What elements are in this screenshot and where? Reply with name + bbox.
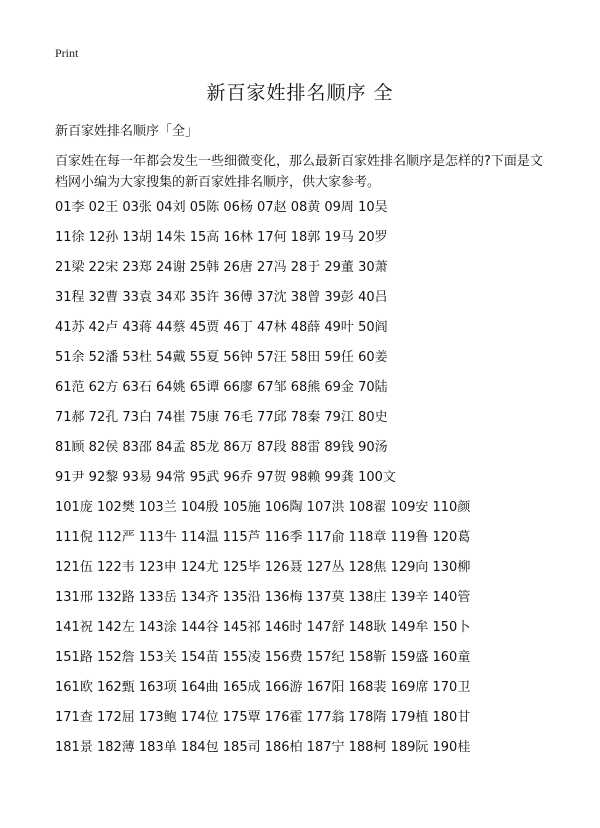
surname-row: 71郝 72孔 73白 74崔 75康 76毛 77邱 78秦 79江 80史 <box>55 410 388 425</box>
surname-row: 81顾 82侯 83邵 84孟 85龙 86万 87段 88雷 89钱 90汤 <box>55 440 388 455</box>
surname-row: 161欧 162甄 163项 164曲 165成 166游 167阳 168裴 169席 170卫 <box>55 680 471 695</box>
surname-ranking-list <box>55 197 575 767</box>
surname-row: 51余 52潘 53杜 54戴 55夏 56钟 57汪 58田 59任 60姜 <box>55 350 388 365</box>
surname-row: 01李 02王 03张 04刘 05陈 06杨 07赵 08黄 09周 10吴 <box>55 200 388 215</box>
surname-row: 121伍 122韦 123申 124尤 125毕 126聂 127丛 128焦 129向 130柳 <box>55 560 471 575</box>
surname-row: 31程 32曹 33袁 34邓 35许 36傅 37沈 38曾 39彭 40吕 <box>55 290 388 305</box>
surname-row: 151路 152詹 153关 154苗 155凌 156费 157纪 158靳 159盛 160童 <box>55 650 471 665</box>
surname-row: 111倪 112严 113牛 114温 115芦 116季 117俞 118章 119鲁 120葛 <box>55 530 471 545</box>
surname-row: 61范 62方 63石 64姚 65谭 66廖 67邹 68熊 69金 70陆 <box>55 380 388 395</box>
surname-row: 11徐 12孙 13胡 14朱 15高 16林 17何 18郭 19马 20罗 <box>55 230 388 245</box>
surname-row: 181景 182薄 183单 184包 185司 186柏 187宁 188柯 189阮 190桂 <box>55 740 471 755</box>
surname-row: 131邢 132路 133岳 134齐 135沿 136梅 137莫 138庄 139辛 140管 <box>55 590 471 605</box>
document-subtitle: 新百家姓排名顺序「全」 <box>55 124 199 139</box>
surname-row: 41苏 42卢 43蒋 44蔡 45贾 46丁 47林 48薛 49叶 50阎 <box>55 320 388 335</box>
print-label: Print <box>55 46 79 60</box>
surname-row: 171查 172屈 173鲍 174位 175覃 176霍 177翁 178隋 179植 180甘 <box>55 710 471 725</box>
surname-row: 101庞 102樊 103兰 104殷 105施 106陶 107洪 108翟 109安 110颜 <box>55 500 471 515</box>
surname-row: 141祝 142左 143涂 144谷 145祁 146时 147舒 148耿 149牟 150卜 <box>55 620 471 635</box>
surname-row: 21梁 22宋 23郑 24谢 25韩 26唐 27冯 28于 29董 30萧 <box>55 260 388 275</box>
surname-row: 91尹 92黎 93易 94常 95武 96乔 97贺 98赖 99龚 100文 <box>55 470 396 485</box>
document-title: 新百家姓排名顺序 全 <box>206 82 394 104</box>
intro-paragraph: 百家姓在每一年都会发生一些细微变化，那么最新百家姓排名顺序是怎样的?下面是文档网小编为大家搜集的新百家姓排名顺序，供大家参考。 <box>55 154 543 190</box>
